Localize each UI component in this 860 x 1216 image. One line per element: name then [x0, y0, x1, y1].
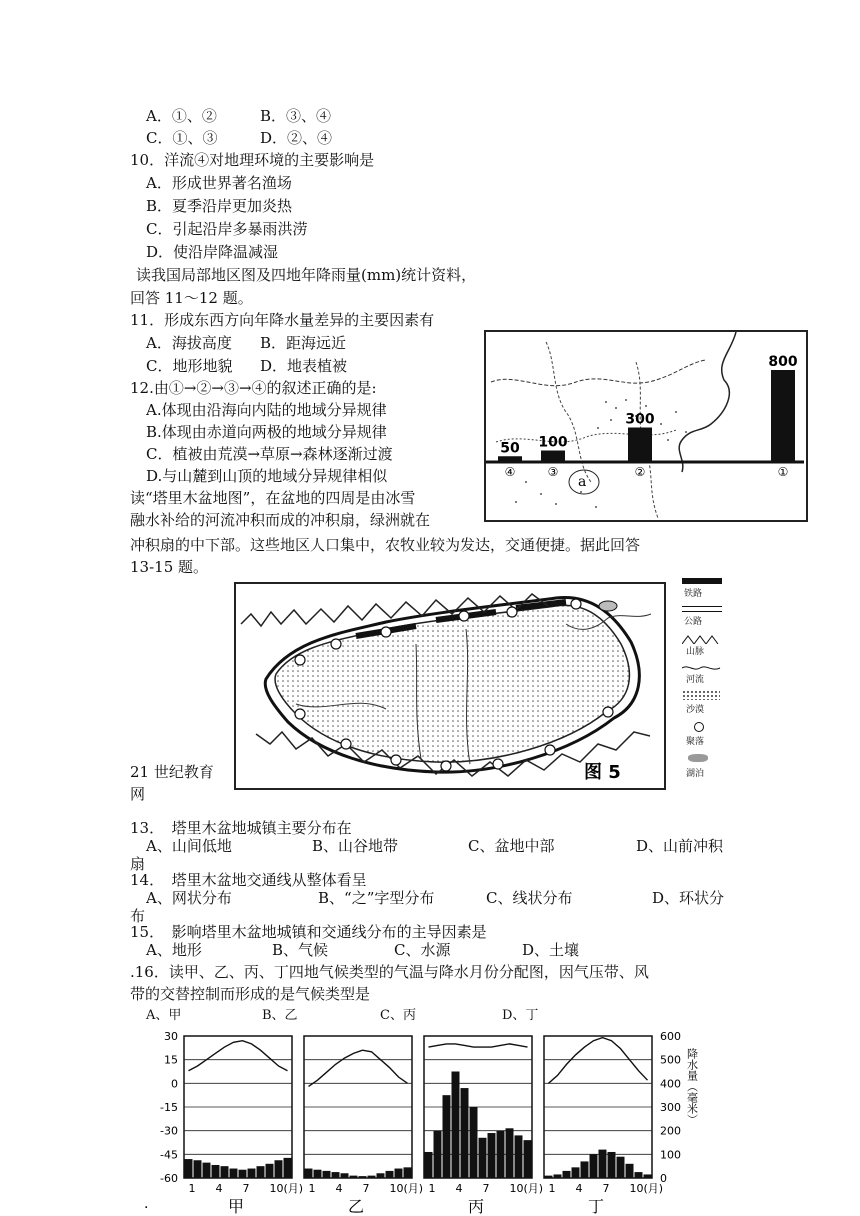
q15-option-a: A、地形	[146, 941, 202, 959]
panel-3-month-10(月): 10(月)	[509, 1182, 544, 1195]
intro-13-15-line3: 冲积扇的中下部。这些地区人口集中，农牧业较为发达，交通便捷。据此回答	[130, 536, 641, 554]
temp-tick-2: 0	[171, 1077, 178, 1091]
temp-tick-5: -45	[160, 1148, 178, 1162]
q15-option-c: C、水源	[394, 941, 451, 959]
panel-4-month-7: 7	[602, 1182, 610, 1195]
q9-option-d: D．②、④	[260, 129, 333, 147]
panel-2-precip-bar-7	[359, 1176, 367, 1178]
rain-value-1: 50	[500, 440, 520, 457]
q15-stem: 15． 影响塔里木盆地城镇和交通线分布的主导因素是	[130, 923, 487, 941]
q9-option-b: B．③、④	[260, 107, 332, 125]
panel-1-precip-bar-8	[248, 1169, 256, 1178]
legend-railway: 铁路	[684, 589, 703, 599]
panel-1-precip-bar-5	[221, 1166, 229, 1178]
temp-tick-4: -30	[160, 1124, 178, 1138]
desert-dots	[515, 399, 687, 508]
panel-4-precip-bar-2	[554, 1174, 562, 1178]
q16-stem-line1: .16．读甲、乙、丙、丁四地气候类型的气温与降水月份分配图，因气压带、风	[130, 963, 649, 981]
intro-13-15-line4: 13-15 题。	[130, 558, 209, 576]
q10-option-a: A．形成世界著名渔场	[146, 174, 292, 192]
panel-2-precip-bar-4	[332, 1172, 340, 1178]
panel-2-month-1: 1	[308, 1182, 316, 1195]
panel-2-precip-bar-10	[386, 1171, 394, 1178]
q15-option-b: B、气候	[272, 941, 329, 959]
province-boundary	[491, 360, 706, 386]
panel-2-precip-bar-11	[395, 1169, 403, 1178]
panel-1-precip-bar-11	[275, 1160, 283, 1178]
legend-road: 公路	[684, 617, 703, 627]
q13-option-b: B、山谷地带	[312, 837, 399, 855]
panel-1-month-4: 4	[215, 1182, 223, 1195]
q10-option-b: B．夏季沿岸更加炎热	[146, 197, 293, 215]
intro-13-15-line2: 融水补给的河流冲积而成的冲积扇，绿洲就在	[130, 511, 431, 529]
intro-13-15-line1: 读“塔里木盆地图”，在盆地的四周是由冰雪	[130, 489, 416, 507]
intro-11-12-line1: 读我国局部地区图及四地年降雨量(mm)统计资料，	[136, 266, 477, 284]
panel-3-precip-bar-8	[488, 1133, 496, 1178]
panel-2-temp-line	[309, 1050, 408, 1086]
map-legend	[678, 578, 726, 788]
panel-1-precip-bar-2	[194, 1160, 202, 1178]
q10-stem: 10．洋流④对地理环境的主要影响是	[130, 151, 375, 169]
q9-option-c: C．①、③	[146, 129, 218, 147]
coastline	[679, 332, 736, 472]
panel-3-precip-bar-12	[524, 1140, 532, 1178]
panel-3-precip-bar-10	[506, 1128, 514, 1178]
q11-option-c: C．地形地貌	[146, 357, 233, 375]
legend-desert-symbol	[682, 690, 720, 700]
q13-option-a: A、山间低地	[146, 837, 232, 855]
rain-value-3: 300	[625, 411, 655, 428]
temp-tick-0: 30	[164, 1030, 178, 1043]
panel-4-precip-bar-5	[581, 1161, 589, 1178]
q14-option-c: C、线状分布	[486, 889, 573, 907]
point-a-label: a	[578, 474, 587, 490]
q12-option-d: D.与山麓到山顶的地域分异规律相似	[146, 467, 388, 485]
panel-name-4: 丁	[587, 1197, 605, 1214]
panel-2-precip-bar-5	[341, 1173, 349, 1178]
q14-option-d: D、环状分	[652, 889, 725, 907]
q16-stem-line2: 带的交替控制而形成的是气候类型是	[130, 985, 371, 1003]
panel-1-temp-line	[189, 1041, 288, 1071]
panel-3-precip-bar-6	[470, 1107, 478, 1178]
panel-1-precip-bar-1	[185, 1159, 193, 1178]
panel-1-precip-bar-4	[212, 1165, 220, 1178]
panel-1-precip-bar-12	[284, 1158, 292, 1178]
panel-2-month-4: 4	[335, 1182, 343, 1195]
panel-4-precip-bar-11	[635, 1172, 643, 1178]
panel-1-month-7: 7	[242, 1182, 250, 1195]
panel-1-precip-bar-6	[230, 1169, 238, 1178]
panel-2-precip-bar-12	[404, 1167, 412, 1178]
panel-4-temp-line	[549, 1038, 648, 1084]
q12-option-b: B.体现由赤道向两极的地域分异规律	[146, 423, 387, 441]
panel-4-precip-bar-7	[599, 1150, 607, 1178]
rain-marker-1: ④	[504, 465, 516, 479]
panel-4-precip-bar-8	[608, 1152, 616, 1178]
legend-river: 河流	[686, 675, 705, 685]
q10-option-d: D．使沿岸降温减湿	[146, 243, 279, 261]
legend-settlement-symbol	[694, 722, 704, 732]
panel-3-precip-bar-11	[515, 1135, 523, 1178]
panel-1-precip-bar-3	[203, 1163, 211, 1178]
panel-4-month-4: 4	[575, 1182, 583, 1195]
panel-2-month-7: 7	[362, 1182, 370, 1195]
panel-2-precip-bar-6	[350, 1176, 358, 1178]
rain-marker-3: ②	[634, 465, 646, 479]
q13-wrap: 扇	[130, 855, 146, 873]
stray-dot: ·	[144, 1200, 149, 1214]
panel-4-month-10(月): 10(月)	[629, 1182, 664, 1195]
climate-charts	[140, 1028, 700, 1214]
tarim-basin-map	[234, 582, 666, 790]
panel-3-temp-line	[429, 1044, 528, 1047]
rain-bar-3	[628, 428, 652, 463]
rain-bar-2	[541, 451, 565, 463]
watermark-line2: 网	[130, 785, 146, 803]
panel-2-precip-bar-3	[323, 1171, 331, 1178]
rain-bar-4	[771, 370, 795, 462]
panel-2-precip-bar-1	[305, 1169, 313, 1178]
q16-option-a: A、甲	[146, 1008, 182, 1023]
legend-river-symbol	[682, 664, 722, 672]
precip-tick-1: 500	[660, 1053, 681, 1067]
rainfall-map-svg	[486, 332, 806, 520]
q13-option-c: C、盆地中部	[468, 837, 555, 855]
precip-tick-0: 600	[660, 1030, 681, 1043]
panel-2-precip-bar-9	[377, 1173, 385, 1178]
temp-tick-3: -15	[160, 1101, 178, 1114]
q11-option-b: B．距海远近	[260, 334, 347, 352]
precip-tick-5: 100	[660, 1148, 681, 1162]
temp-tick-1: 15	[164, 1053, 178, 1067]
legend-desert: 沙漠	[686, 705, 705, 715]
q9-option-a: A．①、②	[146, 107, 217, 125]
rain-value-2: 100	[538, 434, 568, 451]
panel-1-month-1: 1	[188, 1182, 196, 1195]
precip-tick-4: 200	[660, 1124, 681, 1138]
panel-4-precip-bar-9	[617, 1157, 625, 1178]
legend-mountain: 山脉	[686, 647, 705, 657]
panel-1-precip-bar-10	[266, 1164, 274, 1178]
legend-lake: 湖泊	[686, 769, 705, 779]
precip-tick-6: 0	[660, 1172, 667, 1185]
panel-3-month-4: 4	[455, 1182, 463, 1195]
panel-3-precip-bar-9	[497, 1131, 505, 1178]
q13-stem: 13． 塔里木盆地城镇主要分布在	[130, 819, 352, 837]
watermark-line1: 21 世纪教育	[130, 763, 214, 781]
panel-name-3: 丙	[467, 1197, 485, 1214]
rain-marker-2: ③	[547, 465, 559, 479]
q15-option-d: D、土壤	[522, 941, 580, 959]
panel-3-precip-bar-3	[443, 1095, 451, 1178]
panel-4-precip-bar-1	[545, 1176, 553, 1178]
panel-2-precip-bar-2	[314, 1170, 322, 1178]
q10-option-c: C．引起沿岸多暴雨洪涝	[146, 220, 308, 238]
rain-marker-4: ①	[777, 465, 789, 479]
q11-option-a: A．海拔高度	[146, 334, 232, 352]
panel-4-precip-bar-3	[563, 1171, 571, 1178]
temp-tick-6: -60	[160, 1172, 178, 1185]
q11-stem: 11．形成东西方向年降水量差异的主要因素有	[130, 311, 435, 329]
q13-option-d: D、山前冲积	[636, 837, 724, 855]
q12-option-c: C．植被由荒漠→草原→森林逐渐过渡	[146, 445, 393, 463]
panel-name-1: 甲	[227, 1197, 245, 1214]
legend-road-symbol	[682, 606, 722, 612]
legend-railway-symbol	[682, 578, 722, 584]
panel-1-precip-bar-7	[239, 1170, 247, 1178]
q12-stem: 12.由①→②→③→④的叙述正确的是:	[130, 379, 377, 397]
rainfall-map-figure	[484, 330, 808, 522]
q16-option-c: C、丙	[380, 1008, 416, 1023]
panel-4-precip-bar-12	[644, 1174, 652, 1178]
precip-axis-label: 降水量（毫米）	[685, 1048, 699, 1125]
panel-2-month-10(月): 10(月)	[389, 1182, 424, 1195]
panel-3-precip-bar-4	[452, 1072, 460, 1179]
panel-3-month-7: 7	[482, 1182, 490, 1195]
bosten-lake	[599, 601, 617, 611]
intro-11-12-line2: 回答 11～12 题。	[130, 289, 253, 307]
q14-stem: 14． 塔里木盆地交通线从整体看呈	[130, 871, 367, 889]
q12-option-a: A.体现由沿海向内陆的地域分异规律	[146, 401, 387, 419]
rain-value-4: 800	[768, 354, 798, 370]
q14-option-b: B、“之”字型分布	[318, 889, 435, 907]
panel-3-precip-bar-5	[461, 1088, 469, 1178]
legend-mountain-symbol	[682, 634, 722, 644]
q11-option-d: D．地表植被	[260, 357, 348, 375]
legend-lake-symbol	[688, 754, 708, 762]
panel-4-precip-bar-4	[572, 1167, 580, 1178]
panel-2-precip-bar-8	[368, 1176, 376, 1178]
figure-caption: 图 5	[584, 762, 621, 783]
precip-tick-2: 400	[660, 1077, 681, 1091]
q14-wrap: 布	[130, 907, 146, 925]
q14-option-a: A、网状分布	[146, 889, 232, 907]
panel-3-precip-bar-7	[479, 1138, 487, 1178]
panel-4-precip-bar-10	[626, 1164, 634, 1178]
panel-name-2: 乙	[347, 1197, 365, 1214]
panel-1-month-10(月): 10(月)	[269, 1182, 304, 1195]
panel-3-month-1: 1	[428, 1182, 436, 1195]
tarim-map-svg	[236, 584, 664, 788]
legend-settlement: 聚落	[686, 737, 705, 747]
panel-1-precip-bar-9	[257, 1166, 265, 1178]
panel-3-precip-bar-2	[434, 1131, 442, 1178]
q16-option-b: B、乙	[262, 1008, 298, 1023]
q16-option-d: D、丁	[502, 1008, 539, 1023]
precip-tick-3: 300	[660, 1101, 681, 1114]
panel-3-precip-bar-1	[425, 1152, 433, 1178]
panel-4-month-1: 1	[548, 1182, 556, 1195]
panel-4-precip-bar-6	[590, 1154, 598, 1178]
